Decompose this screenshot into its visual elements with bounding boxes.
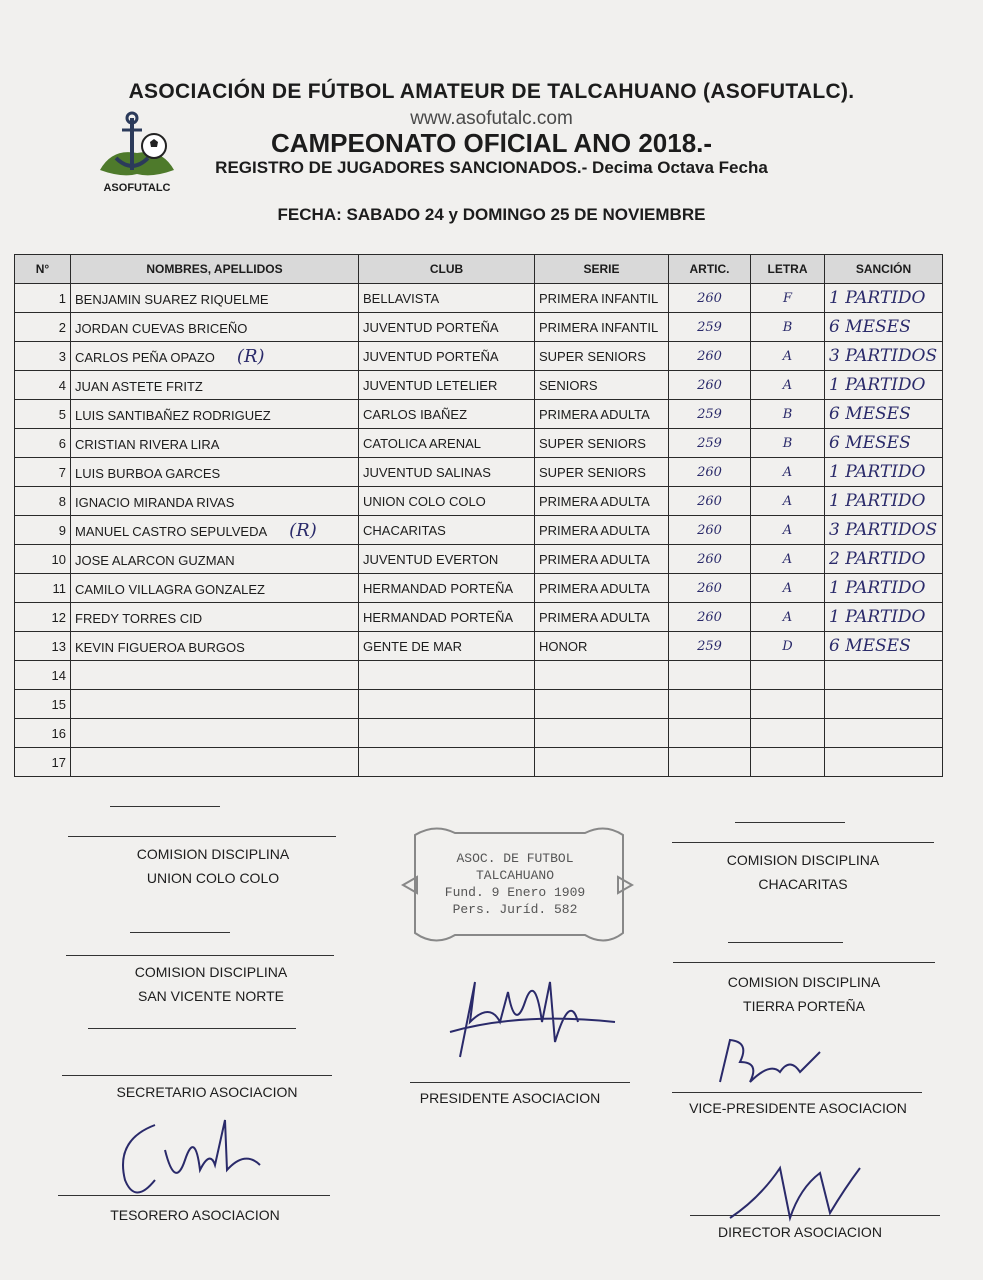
row-letra [751,429,825,458]
row-artic [669,690,751,719]
row-serie [535,632,669,661]
row-name [71,516,359,545]
row-club [359,516,535,545]
row-serie [535,400,669,429]
row-serie-text: SUPER SENIORS [539,348,646,364]
signature-presidente: PRESIDENTE ASOCIACION [419,1090,601,1106]
row-serie-text: PRIMERA ADULTA [539,406,650,422]
row-letra [751,342,825,371]
row-artic-text: 259 [697,638,722,654]
row-name [71,748,359,777]
row-club [359,313,535,342]
table-row [15,574,943,603]
row-sancion-text: 1 PARTIDO [829,462,926,482]
row-letra-text: B [782,406,793,422]
row-letra [751,487,825,516]
row-sancion [825,487,943,516]
row-serie [535,458,669,487]
row-club [359,632,535,661]
logo-text: ASOFUTALC [103,182,171,194]
row-club-text: CHACARITAS [363,522,446,538]
row-name [71,342,359,371]
row-letra [751,545,825,574]
row-serie-text: SUPER SENIORS [539,464,646,480]
row-club [359,545,535,574]
row-name [71,719,359,748]
row-artic [669,545,751,574]
row-number [15,458,71,487]
row-sancion-text: 6 MESES [829,433,911,453]
row-name-text: IGNACIO MIRANDA RIVAS [75,494,235,510]
row-serie-text: SENIORS [539,377,598,393]
row-artic-text: 260 [697,493,722,509]
table-row [15,719,943,748]
signature-label: SAN VICENTE NORTE [138,988,284,1004]
row-sancion-text: 6 MESES [829,636,911,656]
row-club-text: HERMANDAD PORTEÑA [363,609,514,625]
col-header-serie: SERIE [535,255,669,284]
row-sancion-text: 1 PARTIDO [829,288,926,308]
row-number-text: 11 [52,580,66,596]
row-number [15,284,71,313]
row-club [359,748,535,777]
row-artic [669,400,751,429]
row-letra-text: A [782,522,793,538]
row-club [359,487,535,516]
row-serie-text: PRIMERA ADULTA [539,493,650,509]
signature-line [110,806,220,807]
table-header-row [15,255,943,284]
table-row [15,748,943,777]
row-number [15,603,71,632]
row-letra-text: A [782,348,793,364]
date-line: FECHA: SABADO 24 y DOMINGO 25 DE NOVIEMBRE [277,205,706,224]
row-letra [751,284,825,313]
row-name-text: CARLOS PEÑA OPAZO [75,349,215,365]
row-number-text: 2 [58,319,66,335]
row-serie [535,603,669,632]
row-number-text: 16 [51,725,66,741]
row-serie [535,545,669,574]
row-serie [535,313,669,342]
row-number-text: 4 [58,377,66,393]
table-row [15,632,943,661]
vicepresident-signature-icon [710,1032,830,1092]
row-artic-text: 260 [697,348,722,364]
row-letra-text: B [782,319,793,335]
row-letra-text: A [782,377,793,393]
row-sancion [825,719,943,748]
row-sancion-text: 6 MESES [829,317,911,337]
row-serie [535,690,669,719]
row-sancion [825,429,943,458]
row-artic-text: 260 [697,551,722,567]
row-letra [751,661,825,690]
table-row [15,400,943,429]
row-artic-text: 260 [697,377,722,393]
row-number [15,400,71,429]
signature-line [735,822,845,823]
sanctions-table [14,254,943,777]
director-signature-icon [720,1158,870,1228]
table-row [15,690,943,719]
row-artic [669,603,751,632]
row-name [71,690,359,719]
row-sancion [825,516,943,545]
row-number [15,632,71,661]
row-sancion [825,284,943,313]
row-artic-text: 260 [697,522,722,538]
row-artic-text: 260 [697,290,722,306]
row-serie-text: SUPER SENIORS [539,435,646,451]
table-row [15,545,943,574]
row-sancion [825,400,943,429]
row-artic [669,458,751,487]
row-artic [669,487,751,516]
signature-line [88,1028,296,1029]
row-letra [751,690,825,719]
row-club-text: HERMANDAD PORTEÑA [363,580,514,596]
row-number [15,690,71,719]
row-letra [751,313,825,342]
row-name [71,661,359,690]
repeat-offender-tag: (R) [236,345,265,367]
row-number [15,661,71,690]
row-number-text: 14 [51,667,66,683]
signature-cd-tierra [673,970,935,1018]
row-club-text: GENTE DE MAR [363,638,462,654]
row-artic [669,284,751,313]
signature-label: COMISION DISCIPLINA [136,846,290,862]
row-serie [535,429,669,458]
row-club [359,400,535,429]
row-name-text: LUIS BURBOA GARCES [75,465,221,481]
stamp-line: Pers. Juríd. 582 [452,902,578,917]
row-club [359,719,535,748]
row-name-text: JORDAN CUEVAS BRICEÑO [75,320,248,336]
signature-label: COMISION DISCIPLINA [727,974,881,990]
signature-label: CHACARITAS [758,876,848,892]
row-sancion-text: 1 PARTIDO [829,578,926,598]
row-letra [751,400,825,429]
row-sancion-text: 3 PARTIDOS [829,520,938,540]
row-name [71,400,359,429]
row-artic-text: 260 [697,580,722,596]
row-letra-text: D [782,638,793,654]
signature-label: UNION COLO COLO [146,870,280,886]
row-artic [669,371,751,400]
row-club-text: UNION COLO COLO [363,493,486,509]
registry-subtitle: REGISTRO DE JUGADORES SANCIONADOS.- Decima Octava Fecha [215,158,768,177]
row-sancion-text: 2 PARTIDO [829,549,926,569]
row-sancion-text: 3 PARTIDOS [829,346,938,366]
row-serie [535,748,669,777]
signature-cd-chacaritas [672,848,934,896]
row-number-text: 7 [58,464,66,480]
row-sancion-text: 1 PARTIDO [829,491,926,511]
row-club-text: BELLAVISTA [363,290,440,306]
row-club [359,603,535,632]
row-serie-text: PRIMERA ADULTA [539,551,650,567]
row-number-text: 1 [58,290,66,306]
signature-line [130,932,230,933]
row-number-text: 8 [58,493,66,509]
row-name [71,371,359,400]
row-letra-text: A [782,551,793,567]
row-name [71,603,359,632]
repeat-offender-tag: (R) [289,519,317,541]
row-number [15,487,71,516]
championship-title: CAMPEONATO OFICIAL ANO 2018.- [270,128,713,158]
row-serie [535,516,669,545]
row-sancion [825,371,943,400]
row-artic [669,516,751,545]
organization-title: ASOCIACIÓN DE FÚTBOL AMATEUR DE TALCAHUANO (ASOFUTALC). [128,80,855,103]
row-sancion [825,313,943,342]
row-name-text: KEVIN FIGUEROA BURGOS [75,639,245,655]
row-number [15,429,71,458]
row-letra [751,371,825,400]
row-number [15,371,71,400]
table-row [15,487,943,516]
col-header-club: CLUB [359,255,535,284]
table-row [15,661,943,690]
signature-vicepresidente: VICE-PRESIDENTE ASOCIACION [689,1100,907,1116]
row-number-text: 13 [51,638,66,654]
row-number [15,719,71,748]
signature-label: COMISION DISCIPLINA [134,964,288,980]
signature-line [672,1092,922,1093]
row-number [15,545,71,574]
signature-line [62,1075,332,1076]
row-serie [535,284,669,313]
row-number-text: 6 [58,435,66,451]
row-name-text: JOSE ALARCON GUZMAN [75,552,235,568]
row-artic [669,632,751,661]
row-serie [535,661,669,690]
row-name [71,574,359,603]
row-letra [751,574,825,603]
row-club [359,342,535,371]
row-serie-text: PRIMERA ADULTA [539,522,650,538]
col-header-artic: ARTIC. [669,255,751,284]
row-letra [751,516,825,545]
row-name [71,284,359,313]
row-letra-text: B [782,435,793,451]
signature-line [410,1082,630,1083]
row-club [359,371,535,400]
row-number-text: 12 [51,609,66,625]
row-name [71,632,359,661]
table-row [15,371,943,400]
row-number [15,313,71,342]
row-letra-text: A [782,464,793,480]
row-club-text: JUVENTUD LETELIER [363,377,498,393]
row-serie-text: PRIMERA ADULTA [539,609,650,625]
row-letra-text: F [782,290,793,306]
col-header-number: N° [15,255,71,284]
row-club-text: JUVENTUD EVERTON [363,551,499,567]
row-serie [535,487,669,516]
signature-line [728,942,843,943]
row-sancion [825,574,943,603]
row-number [15,574,71,603]
row-letra-text: A [782,493,793,509]
table-row [15,516,943,545]
row-club [359,284,535,313]
row-club-text: JUVENTUD PORTEÑA [363,319,499,335]
row-serie [535,574,669,603]
row-club [359,429,535,458]
stamp-line: Fund. 9 Enero 1909 [444,885,586,900]
row-letra-text: A [782,609,793,625]
website: www.asofutalc.com [410,108,573,129]
table-row [15,603,943,632]
signature-line [673,962,935,963]
row-name [71,458,359,487]
table-row [15,313,943,342]
signature-line [68,836,336,837]
row-sancion-text: 6 MESES [829,404,911,424]
row-artic [669,574,751,603]
row-number-text: 3 [58,348,66,364]
row-name-text: CRISTIAN RIVERA LIRA [75,436,220,452]
table-row [15,284,943,313]
row-club-text: JUVENTUD PORTEÑA [363,348,499,364]
row-club [359,458,535,487]
row-sancion [825,603,943,632]
row-serie-text: PRIMERA INFANTIL [539,319,659,335]
row-letra [751,719,825,748]
signature-label: TIERRA PORTEÑA [743,998,865,1014]
row-number-text: 5 [58,406,66,422]
row-sancion [825,690,943,719]
row-artic [669,661,751,690]
signature-line [66,955,334,956]
row-sancion [825,748,943,777]
president-signature-icon [430,962,620,1082]
row-number-text: 10 [51,551,66,567]
row-letra [751,603,825,632]
row-number-text: 9 [58,522,66,538]
secretary-signature-icon [95,1110,275,1210]
row-serie-text: HONOR [539,638,588,654]
row-name [71,429,359,458]
row-letra [751,632,825,661]
row-sancion [825,661,943,690]
stamp-line: TALCAHUANO [475,868,554,883]
row-number [15,516,71,545]
row-letra [751,458,825,487]
row-sancion [825,342,943,371]
row-letra-text: A [782,580,793,596]
row-club-text: JUVENTUD SALINAS [363,464,491,480]
row-artic [669,342,751,371]
row-name-text: FREDY TORRES CID [75,610,203,626]
row-sancion [825,545,943,574]
row-sancion-text: 1 PARTIDO [829,607,926,627]
row-letra [751,748,825,777]
row-club-text: CARLOS IBAÑEZ [363,406,468,422]
signature-secretario: SECRETARIO ASOCIACION [116,1084,298,1100]
row-artic [669,313,751,342]
row-artic-text: 259 [697,319,722,335]
row-number [15,748,71,777]
row-artic-text: 260 [697,464,722,480]
stamp-line: ASOC. DE FUTBOL [456,851,574,866]
row-sancion [825,632,943,661]
row-artic [669,748,751,777]
table-row [15,429,943,458]
row-serie [535,719,669,748]
row-number-text: 15 [51,696,66,712]
row-name [71,487,359,516]
signature-tesorero: TESORERO ASOCIACION [110,1207,280,1223]
row-artic [669,719,751,748]
stamp-text [430,850,600,918]
row-name [71,545,359,574]
table-body [15,284,943,777]
row-number-text: 17 [51,754,66,770]
signature-label: COMISION DISCIPLINA [726,852,880,868]
row-club [359,661,535,690]
row-serie-text: PRIMERA INFANTIL [539,290,659,306]
col-header-name: NOMBRES, APELLIDOS [71,255,359,284]
signature-cd-sanvicente [66,960,356,1008]
row-artic-text: 259 [697,435,722,451]
row-name-text: MANUEL CASTRO SEPULVEDA [75,523,268,539]
row-club [359,690,535,719]
table-row [15,458,943,487]
row-name-text: BENJAMIN SUAREZ RIQUELME [75,291,269,307]
signature-cd-union [68,842,358,890]
row-name-text: CAMILO VILLAGRA GONZALEZ [75,581,265,597]
signature-director: DIRECTOR ASOCIACION [718,1224,882,1240]
row-number [15,342,71,371]
row-artic [669,429,751,458]
table-row [15,342,943,371]
row-serie [535,342,669,371]
row-name-text: LUIS SANTIBAÑEZ RODRIGUEZ [75,407,271,423]
row-sancion-text: 1 PARTIDO [829,375,926,395]
row-artic-text: 259 [697,406,722,422]
row-serie [535,371,669,400]
row-club [359,574,535,603]
row-artic-text: 260 [697,609,722,625]
row-name-text: JUAN ASTETE FRITZ [75,378,203,394]
signature-line [672,842,934,843]
row-club-text: CATOLICA ARENAL [363,435,482,451]
col-header-sancion: SANCIÓN [825,255,943,284]
row-name [71,313,359,342]
row-sancion [825,458,943,487]
row-serie-text: PRIMERA ADULTA [539,580,650,596]
col-header-letra: LETRA [751,255,825,284]
